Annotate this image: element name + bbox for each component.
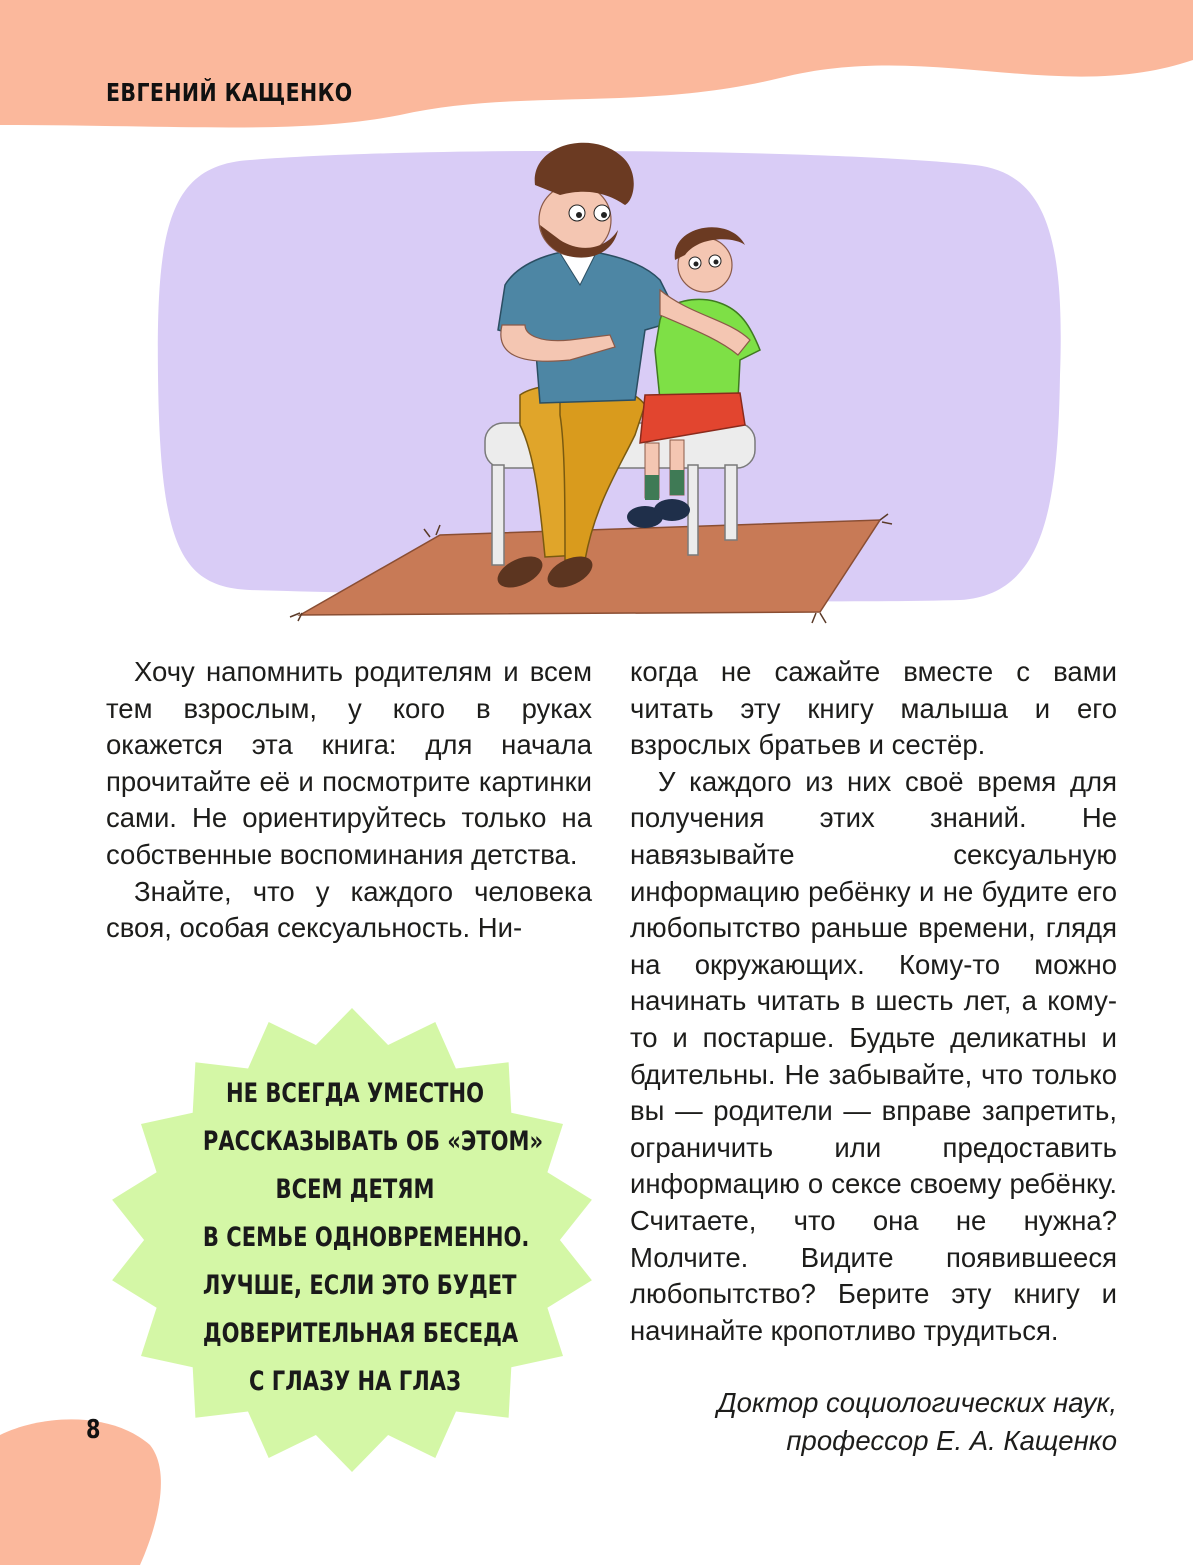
text-column-right — [630, 654, 1117, 1349]
signature-line: Доктор социологических наук, — [717, 1387, 1117, 1418]
page-number: 8 — [86, 1415, 101, 1445]
callout-text — [160, 1070, 550, 1406]
father-and-son-on-bench-illustration — [140, 125, 1065, 640]
paragraph: когда не сажайте вместе с вами читать эту книгу малыша и его взрослых братьев и сестёр. — [630, 656, 1117, 761]
callout-line: ДОВЕРИТЕЛЬНАЯ БЕСЕДА — [202, 1318, 519, 1349]
callout-line: НЕ ВСЕГДА УМЕСТНО — [226, 1078, 484, 1109]
header-band — [0, 0, 1193, 140]
callout-line: В СЕМЬЕ ОДНОВРЕМЕННО. — [202, 1222, 530, 1253]
author-name: ЕВГЕНИЙ КАЩЕНКО — [106, 78, 353, 107]
callout-line: ЛУЧШЕ, ЕСЛИ ЭТО БУДЕТ — [202, 1270, 517, 1301]
callout-line: ВСЕМ ДЕТЯМ — [275, 1174, 435, 1205]
paragraph: Хочу напомнить родителям и всем тем взрослым, у кого в руках окажется эта книга: для начала прочитайте её и посмотрите картинки сами. Не ориентируйтесь только на собственные воспоминания детства. — [106, 656, 592, 870]
callout-line: С ГЛАЗУ НА ГЛАЗ — [249, 1366, 461, 1397]
paragraph: Знайте, что у каждого человека своя, особая сексуальность. Ни- — [106, 875, 592, 944]
callout-line: РАССКАЗЫВАТЬ ОБ «ЭТОМ» — [202, 1126, 544, 1157]
text-column-left — [106, 654, 592, 947]
paragraph: У каждого из них своё время для получения этих знаний. Не навязывайте сексуальную информацию ребёнку и не будите его любопытство раньше времени, глядя на окружающих. Кому-то можно начинать читать в шесть лет, а кому-то и постарше. Будьте деликатны и бдительны. Не забывайте, что только вы — родители — вправе запретить, ограничить или предоставить информацию о сексе своему ребёнку. Считаете, что она не нужна? Молчите. Видите появившееся любопытство? Берите эту книгу и начинайте кропотливо трудиться. — [630, 765, 1117, 1346]
signature-line: профессор Е. А. Кащенко — [786, 1425, 1117, 1456]
page-corner-shape — [0, 1410, 170, 1565]
signature — [630, 1384, 1117, 1460]
